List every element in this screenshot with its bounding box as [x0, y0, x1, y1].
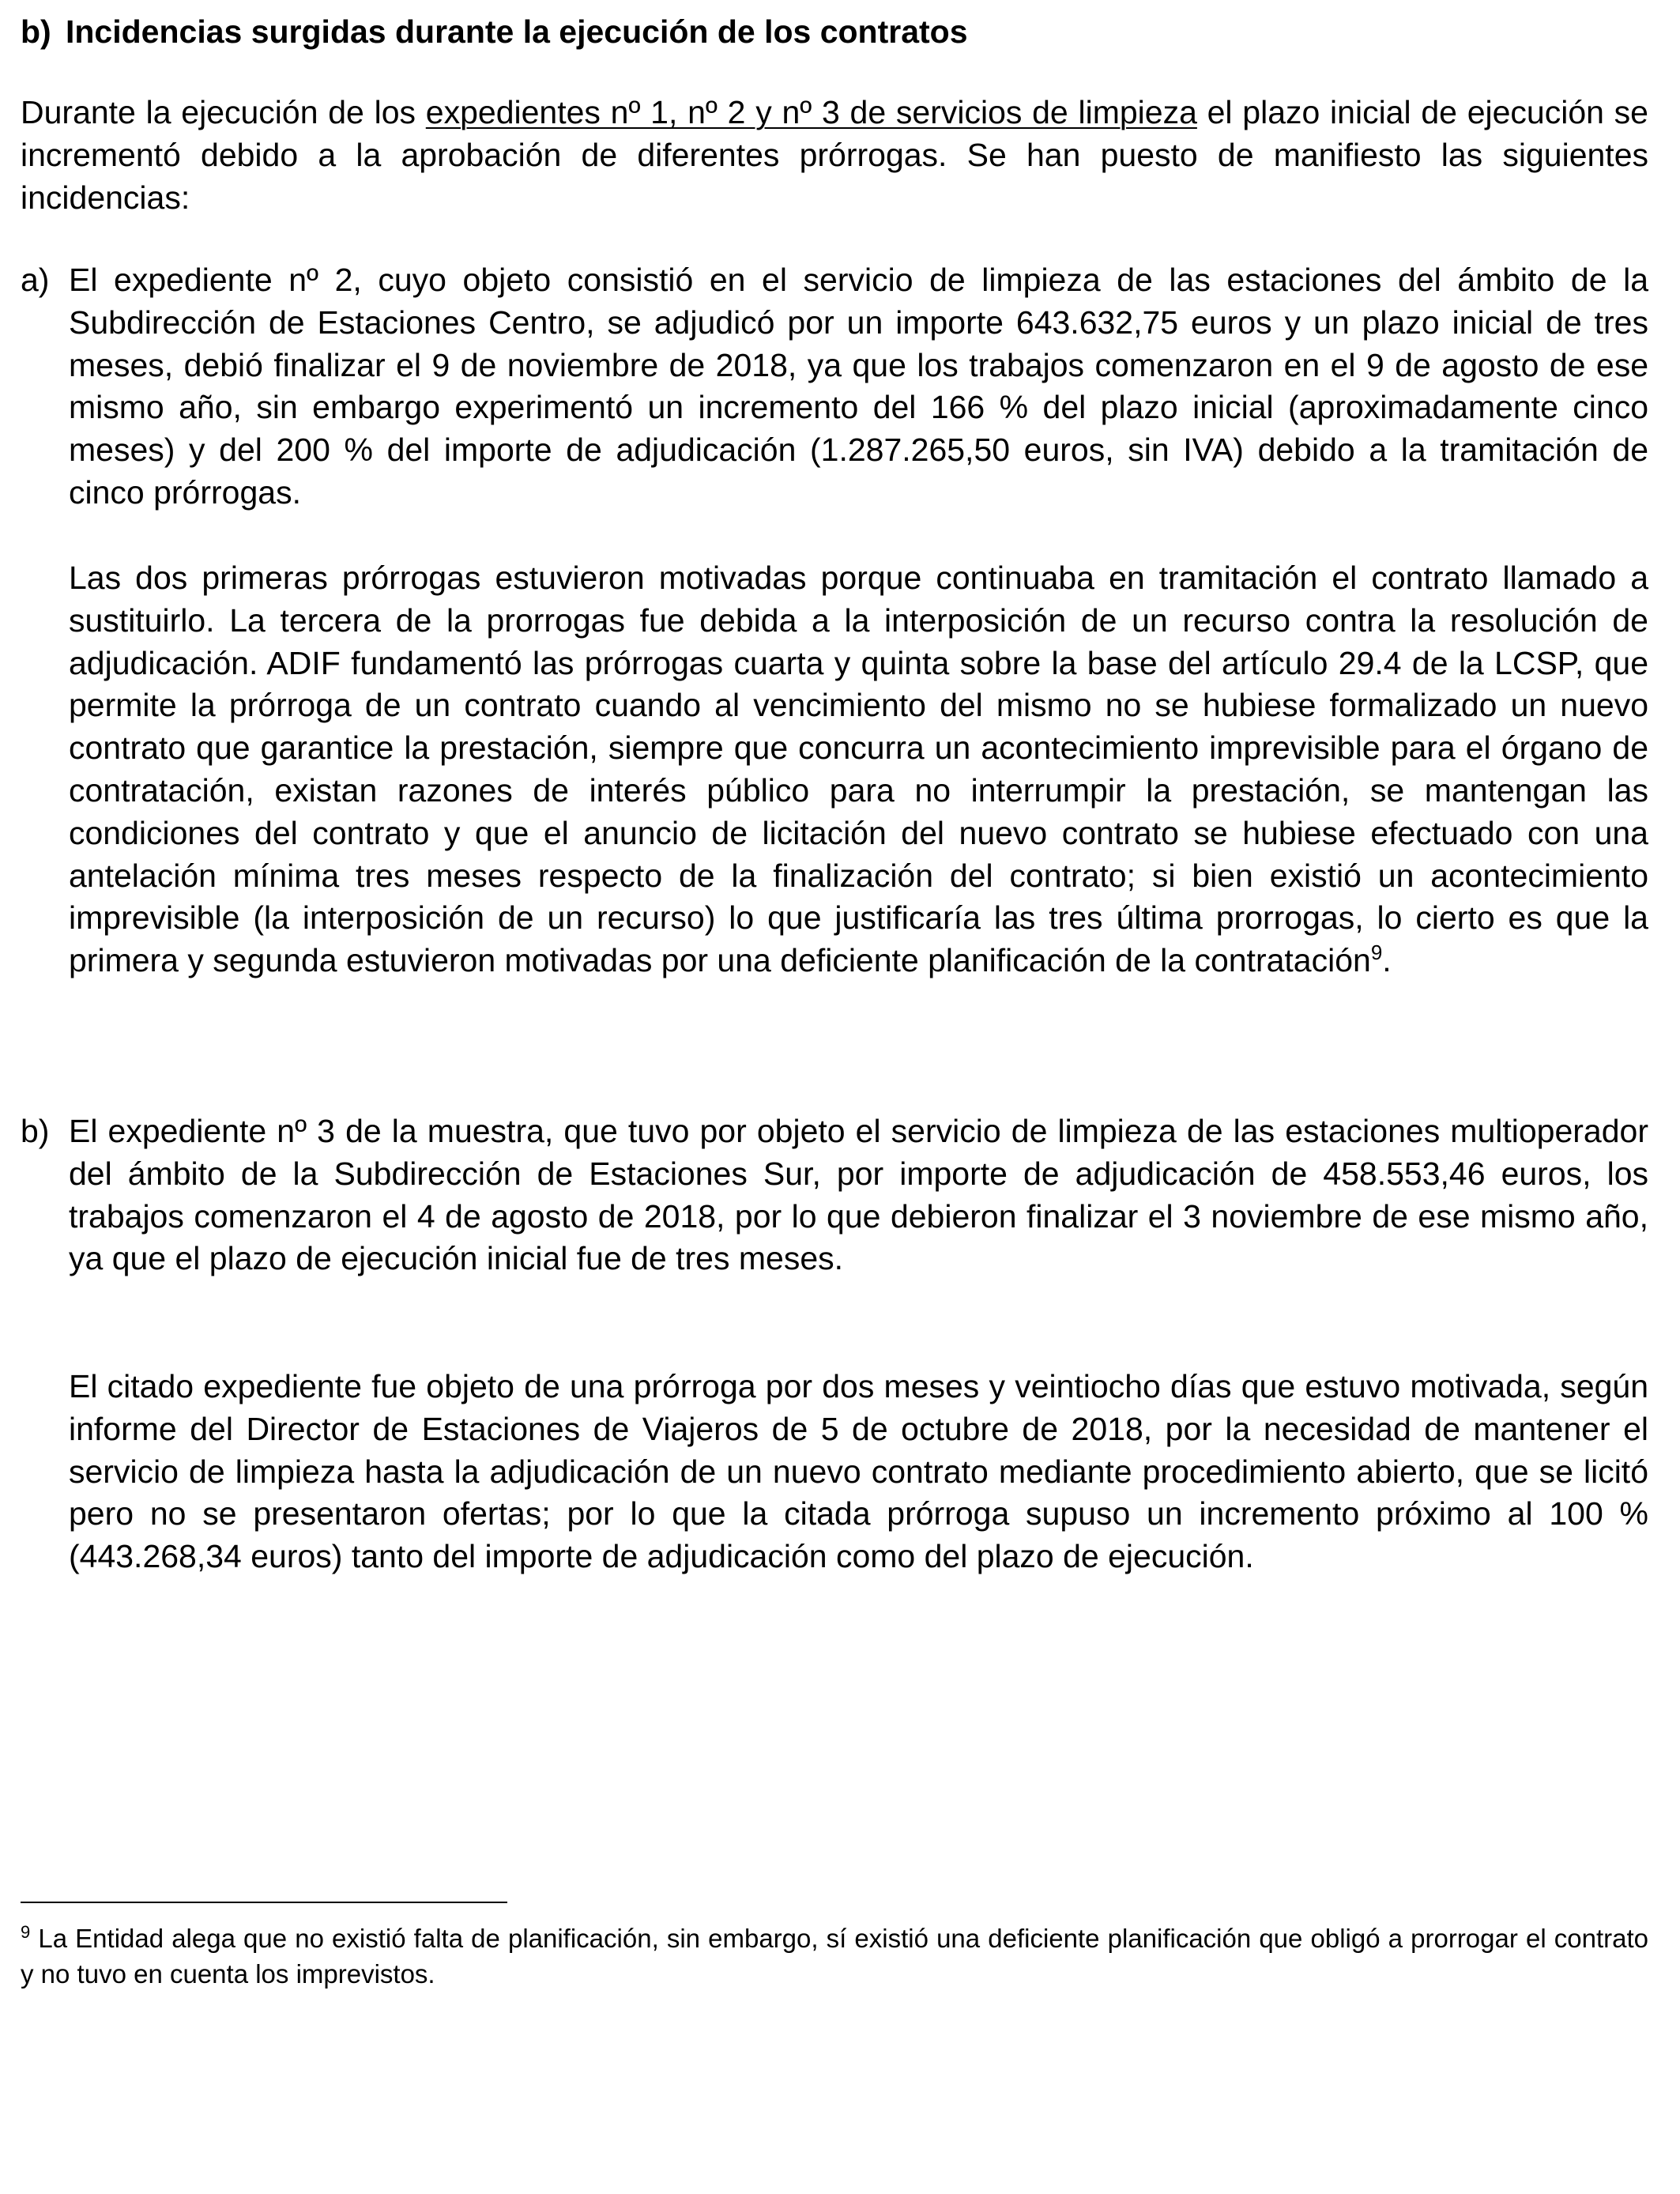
- footnote-separator: [21, 1902, 507, 1903]
- footnote: [21, 1921, 1648, 1992]
- section-heading: [21, 9, 968, 54]
- footnote-text: La Entidad alega que no existió falta de planificación, sin embargo, sí existió una deficiente planificación que obligó a prorrogar el contrato y no tuvo en cuenta los imprevistos.: [21, 1924, 1648, 1989]
- intro-text-after: el plazo inicial de ejecución se incrementó debido a la aprobación de diferentes prórrogas. Se han puesto de manifiesto las siguientes incidencias:: [21, 94, 1648, 216]
- intro-text-before: Durante la ejecución de los: [21, 94, 426, 130]
- section-number: b): [21, 13, 51, 50]
- intro-paragraph: [21, 92, 1648, 219]
- item-a-followup-text: Las dos primeras prórrogas estuvieron motivadas porque continuaba en tramitación el contrato llamado a sustituirlo. La tercera de la prorrogas fue debida a la interposición de un recurso contra la resolución de adjudicación. ADIF fundamentó las prórrogas cuarta y quinta sobre la base del artículo 29.4 de la LCSP, que permite la prórroga de un contrato cuando al vencimiento del mismo no se hubiese formalizado un nuevo contrato que garantice la prestación, siempre que concurra un acontecimiento imprevisible para el órgano de contratación, existan razones de interés público para no interrumpir la prestación, se mantengan las condiciones del contrato y que el anuncio de licitación del nuevo contrato se hubiese efectuado con una antelación mínima tres meses respecto de la finalización del contrato; si bien existió un acontecimiento imprevisible (la interposición de un recurso) lo que justificaría las tres última prorrogas, lo cierto es que la primera y segunda estuvieron motivadas por una deficiente planificación de la contratación: [69, 560, 1648, 979]
- section-title: Incidencias surgidas durante la ejecución de los contratos: [66, 13, 968, 50]
- footnote-number: 9: [21, 1922, 31, 1942]
- list-marker-a: a): [21, 262, 50, 298]
- list-item-b-text: El expediente nº 3 de la muestra, que tuvo por objeto el servicio de limpieza de las estaciones multioperador del ámbito de la Subdirección de Estaciones Sur, por importe de adjudicación de 458.553,46 euros, los trabajos comenzaron el 4 de agosto de 2018, por lo que debieron finalizar el 3 noviembre de ese mismo año, ya que el plazo de ejecución inicial fue de tres meses.: [69, 1113, 1648, 1277]
- item-b-followup-paragraph: El citado expediente fue objeto de una prórroga por dos meses y veintiocho días que estuvo motivada, según informe del Director de Estaciones de Viajeros de 5 de octubre de 2018, por la necesidad de mantener el servicio de limpieza hasta la adjudicación de un nuevo contrato mediante procedimiento abierto, que se licitó pero no se presentaron ofertas; por lo que la citada prórroga supuso un incremento próximo al 100 % (443.268,34 euros) tanto del importe de adjudicación como del plazo de ejecución.: [69, 1368, 1648, 1575]
- item-a-followup-end: .: [1382, 942, 1392, 979]
- footnote-reference[interactable]: 9: [1370, 941, 1383, 965]
- item-a-followup-paragraph: [69, 557, 1648, 982]
- intro-underlined-text: expedientes nº 1, nº 2 y nº 3 de servicios de limpieza: [425, 94, 1197, 130]
- list-item-b: [21, 1110, 1648, 1280]
- list-item-a: [21, 259, 1648, 515]
- document-page: [21, 0, 1648, 2194]
- list-marker-b: b): [21, 1113, 50, 1149]
- list-item-a-text: El expediente nº 2, cuyo objeto consistió en el servicio de limpieza de las estaciones del ámbito de la Subdirección de Estaciones Centro, se adjudicó por un importe 643.632,75 euros y un plazo inicial de tres meses, debió finalizar el 9 de noviembre de 2018, ya que los trabajos comenzaron en el 9 de agosto de ese mismo año, sin embargo experimentó un incremento del 166 % del plazo inicial (aproximadamente cinco meses) y del 200 % del importe de adjudicación (1.287.265,50 euros, sin IVA) debido a la tramitación de cinco prórrogas.: [69, 262, 1648, 511]
